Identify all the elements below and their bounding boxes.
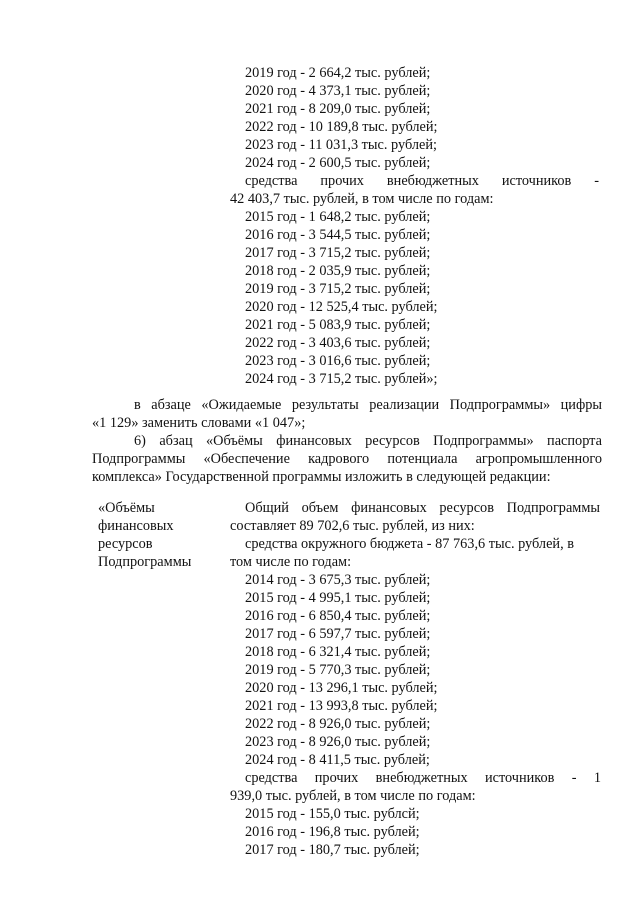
table-label-line: ресурсов <box>98 536 153 552</box>
district-line: средства окружного бюджета - 87 763,6 тыс. рублей, в <box>245 536 574 552</box>
other-sources-cont: 939,0 тыс. рублей, в том числе по годам: <box>230 788 476 804</box>
paragraph-line: комплекса» Государственной программы изложить в следующей редакции: <box>92 469 551 485</box>
year-line: 2019 год - 3 715,2 тыс. рублей; <box>245 281 431 297</box>
word: цифры <box>560 397 602 413</box>
paragraph-line <box>134 396 602 414</box>
paragraph-line <box>92 450 602 468</box>
paragraph-line: «1 129» заменить словами «1 047»; <box>92 415 306 431</box>
word: средства <box>245 770 298 786</box>
word: кадрового <box>308 451 370 467</box>
table-label-line: «Объёмы <box>98 500 155 516</box>
word: - <box>594 173 599 189</box>
word: ресурсов <box>365 433 420 449</box>
total-line <box>245 499 600 517</box>
year-line: 2024 год - 8 411,5 тыс. рублей; <box>245 752 430 768</box>
year-line: 2018 год - 6 321,4 тыс. рублей; <box>245 644 431 660</box>
year-line: 2015 год - 1 648,2 тыс. рублей; <box>245 209 431 225</box>
year-line: 2022 год - 8 926,0 тыс. рублей; <box>245 716 431 732</box>
paragraph-line <box>134 432 602 450</box>
word: агропромышленного <box>475 451 602 467</box>
word: объем <box>301 500 339 516</box>
word: «Обеспечение <box>203 451 290 467</box>
other-sources-cont: 42 403,7 тыс. рублей, в том числе по годам: <box>230 191 494 207</box>
word: «Объёмы <box>206 433 263 449</box>
year-line: 2022 год - 10 189,8 тыс. рублей; <box>245 119 438 135</box>
word: средства <box>245 173 298 189</box>
word: внебюджетных <box>386 173 479 189</box>
word: Подпрограммы <box>92 451 186 467</box>
word: потенциала <box>387 451 458 467</box>
table-label-line: финансовых <box>98 518 174 534</box>
word: абзац <box>159 433 193 449</box>
year-line: 2021 год - 13 993,8 тыс. рублей; <box>245 698 438 714</box>
word: Подпрограммы <box>506 500 600 516</box>
year-line: 2019 год - 2 664,2 тыс. рублей; <box>245 65 431 81</box>
word: реализации <box>369 397 440 413</box>
year-line: 2016 год - 3 544,5 тыс. рублей; <box>245 227 431 243</box>
year-line: 2023 год - 8 926,0 тыс. рублей; <box>245 734 431 750</box>
word: Подпрограммы» <box>433 433 534 449</box>
year-line: 2024 год - 3 715,2 тыс. рублей»; <box>245 371 438 387</box>
word: 6) <box>134 433 146 449</box>
year-line: 2017 год - 3 715,2 тыс. рублей; <box>245 245 431 261</box>
word: в <box>134 397 141 413</box>
year-line: 2019 год - 5 770,3 тыс. рублей; <box>245 662 431 678</box>
year-line: 2018 год - 2 035,9 тыс. рублей; <box>245 263 431 279</box>
total-line: составляет 89 702,6 тыс. рублей, из них: <box>230 518 475 534</box>
word: финансовых <box>276 433 352 449</box>
word: Подпрограммы» <box>449 397 551 413</box>
year-line: 2016 год - 6 850,4 тыс. рублей; <box>245 608 431 624</box>
word: «Ожидаемые <box>201 397 282 413</box>
word: результаты <box>291 397 359 413</box>
year-line: 2020 год - 13 296,1 тыс. рублей; <box>245 680 438 696</box>
table-label-line: Подпрограммы <box>98 554 192 570</box>
year-line: 2023 год - 3 016,6 тыс. рублей; <box>245 353 431 369</box>
year-line: 2016 год - 196,8 тыс. рублей; <box>245 824 420 840</box>
year-line: 2023 год - 11 031,3 тыс. рублей; <box>245 137 437 153</box>
word: абзаце <box>151 397 191 413</box>
year-line: 2021 год - 8 209,0 тыс. рублей; <box>245 101 431 117</box>
word: источников <box>501 173 572 189</box>
word: финансовых <box>351 500 427 516</box>
year-line: 2015 год - 155,0 тыс. рублсй; <box>245 806 420 822</box>
year-line: 2015 год - 4 995,1 тыс. рублей; <box>245 590 431 606</box>
word: источников <box>484 770 555 786</box>
word: прочих <box>320 173 364 189</box>
year-line: 2020 год - 4 373,1 тыс. рублей; <box>245 83 431 99</box>
other-sources-line <box>245 172 599 190</box>
word: - <box>571 770 577 786</box>
year-line: 2017 год - 180,7 тыс. рублей; <box>245 842 420 858</box>
year-line: 2017 год - 6 597,7 тыс. рублей; <box>245 626 431 642</box>
year-line: 2014 год - 3 675,3 тыс. рублей; <box>245 572 431 588</box>
other-sources-line <box>245 769 601 787</box>
word: прочих <box>314 770 359 786</box>
year-line: 2020 год - 12 525,4 тыс. рублей; <box>245 299 438 315</box>
word: паспорта <box>547 433 602 449</box>
word: ресурсов <box>439 500 494 516</box>
word: внебюджетных <box>375 770 468 786</box>
word: Общий <box>245 500 289 516</box>
year-line: 2021 год - 5 083,9 тыс. рублей; <box>245 317 431 333</box>
district-line: том числе по годам: <box>230 554 352 570</box>
word: 1 <box>593 770 601 786</box>
year-line: 2022 год - 3 403,6 тыс. рублей; <box>245 335 431 351</box>
year-line: 2024 год - 2 600,5 тыс. рублей; <box>245 155 431 171</box>
